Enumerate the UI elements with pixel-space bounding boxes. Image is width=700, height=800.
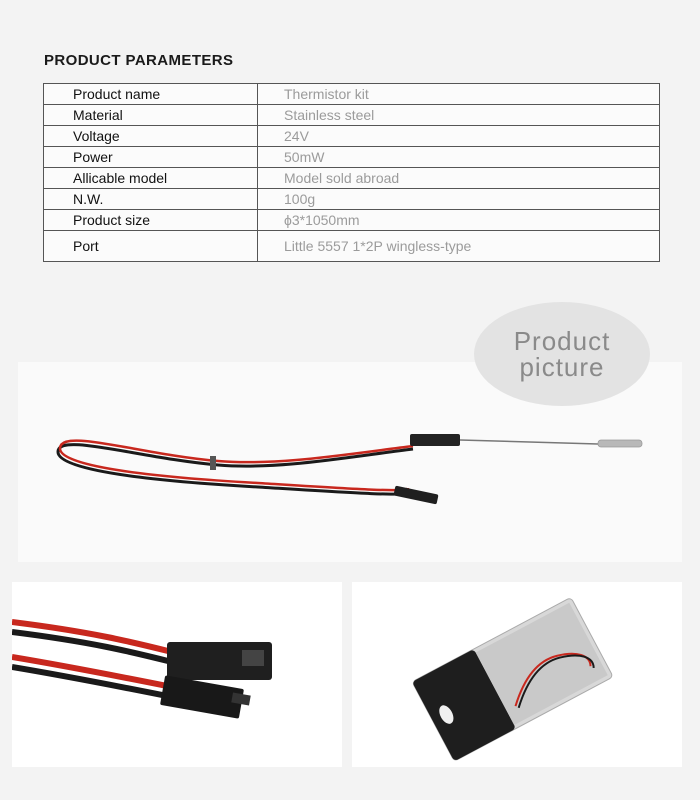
product-picture-badge bbox=[474, 302, 650, 406]
param-label: Product size bbox=[44, 210, 258, 231]
table-row bbox=[44, 168, 660, 189]
param-label: N.W. bbox=[44, 189, 258, 210]
param-value: Thermistor kit bbox=[258, 84, 660, 105]
table-row bbox=[44, 231, 660, 262]
product-photo-package bbox=[352, 582, 682, 767]
parameters-table bbox=[43, 83, 660, 262]
table-row bbox=[44, 126, 660, 147]
table-row bbox=[44, 84, 660, 105]
section-title: PRODUCT PARAMETERS bbox=[44, 52, 234, 69]
param-label: Power bbox=[44, 147, 258, 168]
param-label: Product name bbox=[44, 84, 258, 105]
table-row bbox=[44, 189, 660, 210]
table-row bbox=[44, 147, 660, 168]
param-value: Little 5557 1*2P wingless-type bbox=[258, 231, 660, 262]
param-value: Stainless steel bbox=[258, 105, 660, 126]
connector-closeup-illustration bbox=[12, 582, 342, 767]
param-label: Material bbox=[44, 105, 258, 126]
param-value: ϕ3*1050mm bbox=[258, 210, 660, 231]
badge-line1: Product bbox=[513, 326, 611, 356]
param-value: 50mW bbox=[258, 147, 660, 168]
param-value: 100g bbox=[258, 189, 660, 210]
param-label: Voltage bbox=[44, 126, 258, 147]
table-row bbox=[44, 210, 660, 231]
badge-line2: picture bbox=[519, 352, 605, 382]
product-photo-connectors bbox=[12, 582, 342, 767]
param-label: Port bbox=[44, 231, 258, 262]
table-row bbox=[44, 105, 660, 126]
package-illustration bbox=[352, 582, 682, 767]
param-value: Model sold abroad bbox=[258, 168, 660, 189]
param-label: Allicable model bbox=[44, 168, 258, 189]
param-value: 24V bbox=[258, 126, 660, 147]
